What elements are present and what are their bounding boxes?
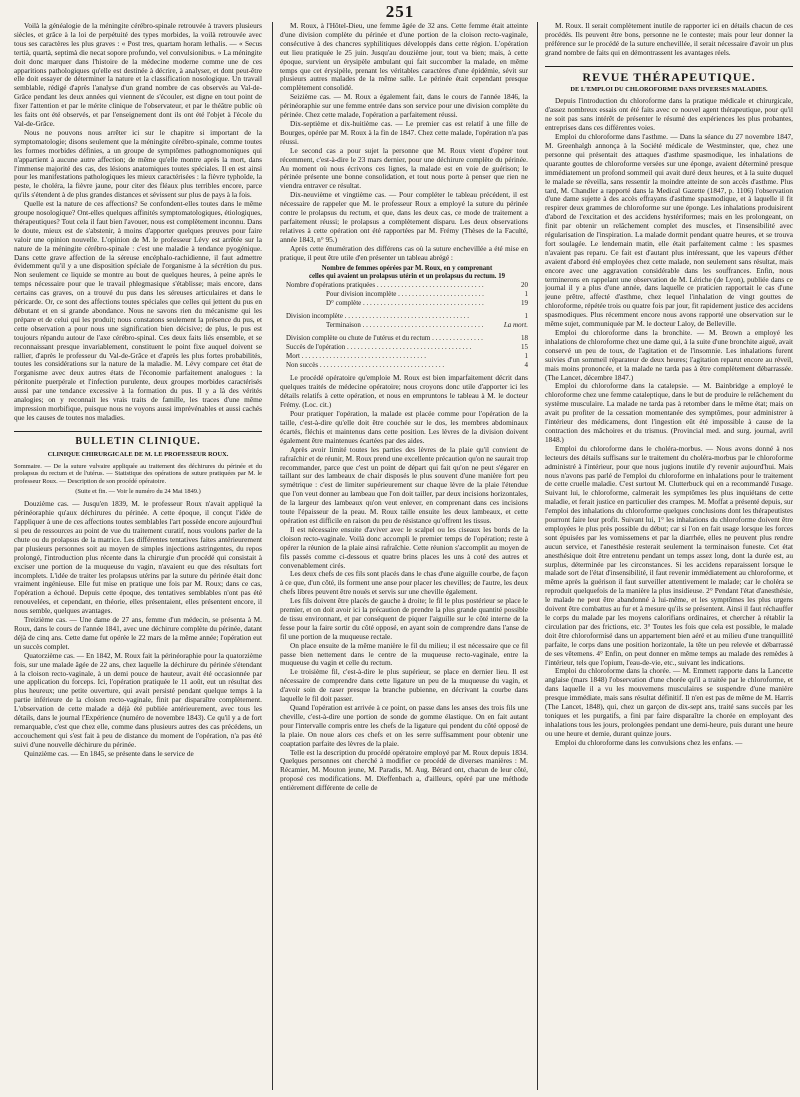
paragraph: Le second cas a pour sujet la personne que M. Roux vient d'opérer tout récemment, c'est-à-dire le 23 mars dernier, pour une déchirure complète du périnée. Au moment où nous écrivons ces lignes, la malade est en voie de guérison; le périnée présente une bonne consolidation, et tout nous porte à penser que rien ne viendra entraver ce résultat.	[280, 145, 528, 191]
table-row-value: 19	[521, 299, 528, 308]
table-row-value: 1	[524, 290, 528, 299]
paragraph: Emploi du chloroforme dans les convulsions chez les enfans. —	[555, 737, 743, 747]
paragraph: Telle est la description du procédé opératoire employé par M. Roux depuis 1834. Quelques personnes ont cherché à modifier ce procédé de diverses manières : M. Récamier, M. Mouton jeune, M. Paradis, M. Aug. Bérard ont, chacun de leur côté, proposé ces modifications. M. Dieffenbach a, d'ailleurs, opéré par une méthode entièrement différente de celle de	[280, 747, 528, 793]
table-row	[286, 299, 528, 308]
table-row-label: Pour division incomplète . . .	[286, 290, 485, 299]
table-row-value: 15	[521, 343, 528, 352]
paragraph: On place ensuite de la même manière le fil du milieu; il est nécessaire que ce fil passe bien nettement dans le centre de la muqueuse recto-vaginale, entre la muqueuse du vagin et celle du rectum.	[280, 640, 528, 668]
table-row-label: Nombre d'opérations pratiquées . . .	[286, 281, 485, 290]
table-row-label: Division complète ou chute de l'utérus et du rectum . . .	[286, 334, 485, 343]
table-row	[286, 343, 528, 352]
paragraph: Dix-septième et dix-huitième cas. — Le premier cas est relatif à une fille de Bourges, opérée par M. Roux à la fin de 1847. Chez cette malade, l'opération n'a pas réussi.	[280, 118, 528, 146]
bulletin-note: (Suite et fin. — Voir le numéro du 24 Mai 1849.)	[75, 488, 201, 496]
paragraph: Il est nécessaire ensuite d'aviver avec le scalpel ou les ciseaux les bords de la cloison recto-vaginale. Voilà donc accompli le premier temps de l'opération; reste à opérer la réunion de la plaie ainsi rafraîchie. Cette réunion s'accomplit au moyen de fils passés comme ci-dessous et quatre brins places les uns à coté des autres et convenablement cirés.	[280, 524, 528, 570]
paragraph: Après avoir limité toutes les parties des lèvres de la plaie qu'il convient de rafraîchir et de réunir, M. Roux prend une excellente précaution qu'on ne saurait trop recommander, parce que c'est un point de départ qui fait qu'on ne peut s'égarer en taillant sur des lambeaux de chair disposés le plus souvent d'une manière fort peu symétrique : c'est de limiter supérieurement sur chaque lèvre de la plaie l'étendue que l'on veut donner au lambeau que l'on doit tailler, par deux incisions horizontales, de la largeur des lambeaux qu'on veut enlever, en comprenant dans ces incisions toute l'épaisseur de la peau. M. Roux taille ensuite les deux lambeaux, et cette opération est difficile en raison du peu de résistance qu'offrent les tissus.	[280, 444, 528, 525]
table-row-label: Mort . . .	[286, 352, 485, 361]
table-row-value: 18	[521, 334, 528, 343]
bulletin-title: BULLETIN CLINIQUE.	[75, 435, 201, 447]
table-row	[286, 361, 528, 370]
table-row-label: Succès de l'opération . . .	[286, 343, 485, 352]
table-row	[286, 312, 528, 321]
table-row-label: Division incomplète . . .	[286, 312, 485, 321]
paragraph: Emploi du chloroforme dans l'asthme. — Dans la séance du 27 novembre 1847, M. Greenhalgh annonça à la Société médicale de Westminster, que, chez une personne qui présentait des attaques d'asthme spasmodique, les inhalations de quarante gouttes de chloroforme versées sur une éponge, avaient déterminé presque immédiatement un profond sommeil qui avait duré deux heures, et à la suite duquel le malade se réveilla, sans ressentir la moindre atteinte de son accès d'asthme. Plus tard, M. Chandler a rapporté dans la Medical Gazette (1847, p. 1106) l'observation d'une dame sujette à des accès effrayans d'asthme spasmodique, et à laquelle il fit respirer deux grammes de chloroforme sur une éponge. Les inhalations produisirent d'abord de l'excitation et des accidens hystériformes; mais en les prolongeant, on finit par obtenir un relâchement complet des muscles, et l'insensibilité avec régularisation de l'inspiration. La malade dormit pendant quatre heures, et se trouva fort soulagée. Le lendemain matin, elle était parfaitement calme : les spasmes n'avaient pas reparu. Ce fait est d'autant plus intéressant, que les vapeurs d'éther avaient d'abord été employées chez cette malade, non seulement sans résultat, mais encore avec une aggravation considérable dans les souffrances. Enfin, nous terminerons en rappelant une observation de M. Lériche (de Lyon), publiée dans ce journal il y a plus d'une année, dans laquelle ce praticien rapportait le cas d'une jeune prêtre, affecté d'asthme, chez lequel l'inhalation de vingt gouttes de chloroforme, répétée trois ou quatre fois par jour, fit rapidement justice des accidens spasmodiques. Plus récemment encore nous avons rapporté une observation sur le même sujet, communiquée par M. le docteur Laloy, de Belleville.	[545, 132, 793, 329]
paragraph: Dix-neuvième et vingtième cas. — Pour compléter le tableau précédent, il est nécessaire de rappeler que M. le professeur Roux a employé la suture du périnée contre le prolapsus du rectum, et que, dans les deux cas, ce mode de traitement a parfaitement réussi; le prolapsus a complètement disparu. Les deux observations relatives à cette opération ont été rapportées par M. Frémy (Thèses de la Faculté, année 1843, n° 95.)	[280, 190, 528, 244]
paragraph: Quinzième cas. — En 1845, se présente dans le service de	[24, 748, 194, 758]
bulletin-subtitle: CLINIQUE CHIRURGICALE DE M. LE PROFESSEUR ROUX.	[47, 450, 229, 458]
paragraph: Voilà la généalogie de la méningite cérébro-spinale retrouvée à travers plusieurs siècles, et grâce à la loi de perpétuité des types morbides, la voilà retrouvée avec tous ses caractères les plus graves : « Post tres, quartam horam lethalis. — « Secus tertià, quartà, septimà die necat sopore profundo, vel convulsionibus. » La méningite doit donc marquer dans l'histoire de la médecine moderne comme une de ces apparitions pathologiques qu'elle est destinée à décrire, à analyser, et dont peut-être elle doit essayer de déterminer la nature et la classification nosologique. Un travail semblable, rédigé d'après l'analyse d'un grand nombre de cas observés au Val-de-Grâce pendant les deux années qui viennent de s'écouler, est digne en tout point de fixer l'attention et par le mérite clinique de l'observateur, et par le théâtre public où les faits ont été observés, et par l'enseignement dont ils ont été l'objet à l'école du Val-de-Grâce.	[14, 22, 262, 128]
paragraph: Le procédé opératoire qu'emploie M. Roux est bien imparfaitement décrit dans quelques traités de médecine opératoire; nous croyons donc utile d'apporter ici les détails relatifs à cette opération, et nous en empruntons le tableau à M. le docteur Frémy. (Loc. cit.)	[280, 373, 528, 410]
paragraph: Emploi du chloroforme dans la catalepsie. — M. Bainbridge a employé le chloroforme chez une femme cataleptique, dans le but de produire le relâchement du système musculaire. La malade ne tarda pas à retomber dans le même état; mais on avait pu profiter de la cessation momentanée des symptômes, pour administrer à l'intérieur des médicamens, dont l'ingestion eût été impossible à cause de la contraction des mâchoires et du trismus. (Provincial med. and surg. journal, avril 1848.)	[545, 381, 793, 444]
table-row	[286, 290, 528, 299]
paragraph: M. Roux, à l'Hôtel-Dieu, une femme âgée de 32 ans. Cette femme était atteinte d'une division complète du périnée et d'une portion de la cloison recto-vaginale, consécutive à des chancres syphilitiques développés dans cette région. L'opération eut lieu pratiquée le 25 juin. Jusqu'au douzième jour, tout va bien; mais, à cette époque, survient un érysipèle ambulant qui fait succomber la malade, en même temps que cet érysipèle, prenant les véritables caractères d'une épidémie, sévit sur plusieurs autres malades de la même salle. Le périnée était cependant presque complètement consolidé.	[280, 22, 528, 93]
revue-subtitle: DE L'EMPLOI DU CHLOROFORME DANS DIVERSES MALADIES.	[570, 85, 768, 93]
paragraph: Le troisième fil, c'est-à-dire le plus supérieur, se place en dernier lieu. Il est nécessaire de comprendre dans cette ligature un peu de la muqueuse du vagin, et d'avoir soin de raser presque la branche pubienne, en décrivant la courbe dans laquelle le fil doit passer.	[280, 667, 528, 704]
paragraph: Après cette énumération des différens cas où la suture enchevillée a été mise en pratique, il peut être utile d'en présenter un tableau abrégé :	[280, 243, 528, 262]
table-row-value: 1	[524, 312, 528, 321]
bulletin-summary: Sommaire. — De la suture vulvaire appliquée au traitement des déchirures du périnée et du prolapsus du rectum et de l'utérus. — Statistique des opérations de suture pratiquées par M. le professeur Roux. — Description de son procédé opératoire.	[14, 462, 262, 485]
table-caption: celles qui avaient un prolapsus utérin et un prolapsus du rectum. 19	[308, 273, 505, 281]
paragraph: Quand l'opération est arrivée à ce point, on passe dans les anses des trois fils une cheville, c'est-à-dire une portion de sonde de gomme élastique. On en fait autant pour l'intervalle compris entre les chefs de la ligature qui pendent du côté opposé de la plaie. On noue alors ces chefs et on les serre suffisamment pour obtenir une coaptation parfaite des lèvres de la plaie.	[280, 703, 528, 748]
table-row-label: D° complète . . .	[286, 299, 485, 308]
paragraph: Quatorzième cas. — En 1842, M. Roux fait la périnéoraphie pour la quatorzième fois, sur une malade âgée de 22 ans, chez laquelle la déchirure du périnée s'étendant à la cloison recto-vaginale, à un demi pouce de hauteur, avait été occasionnée par une application du forceps. Ici, l'opération pratiquée le 11 août, eut un résultat des plus heureux; une petite ouverture, qui avait persisté pendant quelque temps à la partie inférieure de la cloison recto-vaginale, finit par disparaître complètement. L'observation de cette malade a déjà été publiée antérieurement, avec tous les détails, dans le journal l'Expérience (numéro de novembre 1843). Ce qu'il y a de fort remarquable, c'est que chez elle, comme dans plusieurs autres des cas précédens, un accouchement qui s'est fait à peu de distance du moment de l'opération, n'a pas été suivi d'une nouvelle déchirure du périnée.	[14, 650, 262, 749]
paragraph: Depuis l'introduction du chloroforme dans la pratique médicale et chirurgicale, d'assez nombreux essais ont été faits avec ce nouvel agent thérapeutique, pour qu'il ne soit pas sans intérêt de présenter le résumé des expériences les plus probantes, entreprises dans ces différentes voies.	[545, 96, 793, 133]
table-row-label: Terminaison . . .	[286, 321, 485, 330]
paragraph: Douzième cas. — Jusqu'en 1839, M. le professeur Roux n'avait appliqué la périnéoraphie qu'aux déchirures du périnée. A cette époque, il conçut l'idée de l'appliquer à une de ces affections toutes semblables l'art possède encore aujourd'hui si peu de ressources au point de vue du traitement curatif, nous voulons parler de la chute ou du prolapsus de la matrice. Les différentes tentatives faites antérieurement par plusieurs personnes soit au moyen de simples injections astringentes, du repos prolongé, l'introduction plus récente dans la chirurgie d'un procédé qui consistait à exciser une portion de la muqueuse du vagin, n'avaient eu que des résultats fort incomplets. L'idée de traiter les prolapsus utérins par la suture du périnée était donc vraiment ingénieuse. Elle fut mise en pratique une fois par M. Roux; dans ce cas, l'opération a échoué. Depuis cette époque, des tentatives semblables n'ont pas été renouvelées, et cependant, en théorie, elles présentaient, elles présentent encore, il nous semble, quelques avantages.	[14, 499, 262, 616]
summary-table	[286, 265, 528, 370]
table-row-value: La mort.	[503, 321, 528, 330]
table-row	[286, 321, 528, 330]
column-2	[280, 22, 528, 1092]
table-row-value: 1	[524, 352, 528, 361]
table-caption: Nombre de femmes opérées par M. Roux, en y comprenant	[321, 265, 493, 273]
paragraph: M. Roux. Il serait complètement inutile de rapporter ici en détails chacun de ces procédés. Ils peuvent être bons, personne ne le conteste; mais pour leur donner la préférence sur le procédé de la suture enchevillée, il serait nécessaire d'avoir un plus grand nombre de faits qui en démontrassent les avantages réels.	[545, 22, 793, 57]
paragraph: Quelle est la nature de ces affections? Se confondent-elles toutes dans le même groupe nosologique? Ont-elles quelques affinités symptomatologiques, étiologiques, thérapeutiques? Tout cela il faut bien l'avouer, nous est complètement inconnu. Dans le doute, mieux est de s'abstenir, à moins d'apporter quelques preuves pour faire valoir une opinion nouvelle. L'opinion de M. le professeur Lévy est arrêtée sur la nature de la méningite cérébro-spinale : c'est une maladie à tendance pyogénique. Dans cette grave affection de la séreuse encéphalo-rachidienne, il faut admettre évidemment qu'il y a une disposition spéciale de l'organisme à la sécrétion du pus. Non seulement ce liquide se montre au bout de quelques heures, à peine après le temps nécessaire pour que le travail phlegmasique s'établisse; mais encore, dans certains cas graves, on a trouvé du pus dans les séreuses articulaires et dans le péricarde. Or, ce sont des affections toutes spéciales que celles qui jettent du pus en débutant et en si grande abondance. Nous ne savons rien du mécanisme qui les prépare et de celui qui les produit; nous constatons seulement la présence du pus, et cette observation a pour nous une signification bien décisive; de plus, le pus est toujours répandu autour de l'axe cérébro-spinal. Ces deux faits liés ensemble, et se reconnaissant presque invariablement, constituent le point fixe auquel doivent se rallier, d'après le professeur du Val-de-Grâce et d'après les plus fortes probabilités, toutes les considérations sur la nature de la maladie. M. Lévy compare cet état de l'organisme avec deux autres états de l'économie parfaitement analogues : la péritonite puerpérale et l'infection purulente, deux groupes morbides caractérisés aussi par une tendance excessive à la formation du pus. Il y a là des vérités analogies; on y reconnait les vrais traits de famille, les traces d'une même impression morbifique, puisque nous ne voyons aussi imprévénables et aussi cachés que les causes de toutes nos maladies.	[14, 199, 262, 422]
table-row	[286, 352, 528, 361]
column-divider	[537, 22, 538, 1090]
table-row	[286, 334, 528, 343]
table-row-label: Non succès . . .	[286, 361, 485, 370]
column-divider	[272, 22, 273, 1090]
section-divider	[545, 66, 793, 67]
page-number: 251	[385, 2, 415, 21]
table-row-value: 20	[521, 281, 528, 290]
paragraph: Nous ne pouvons nous arrêter ici sur le chapitre si important de la symptomatologie; disons seulement que la méningite cérébro-spinale, comme toutes les formes morbides définies, a un groupe de symptômes pathognomoniques qui n'appartient à aucune autre affection; de même qu'elle montre après la mort, dans l'immense majorité des cas, des lésions anatomiques toutes spéciales. Il en est ainsi pour les manifestations pathologiques les mieux caractérisées : la fièvre typhoïde, la peste, le choléra, la fièvre jaune, pour citer des fléaux plus terribles encore, parce qu'ils s'étendent à de plus grandes distances et sévissent sur plus de pays à la fois.	[14, 127, 262, 200]
paragraph: Les deux chefs de ces fils sont placés dans le chas d'une aiguille courbe, de façon à ce que, d'un côté, ils forment une anse pour placer les chevilles; de l'autre, les deux chefs libres peuvent être noués et servis sur une cheville également.	[280, 569, 528, 597]
section-divider	[14, 431, 262, 432]
paragraph: Les fils doivent être placés de gauche à droite; le fil le plus postérieur se place le premier, et on doit avoir ici la précaution de prendre la plus grande quantité possible de tissu environnant, et par conséquent de piquer l'aiguille sur le côté interne de la fesse pour la faire sortir du côté opposé, en ayant soin de comprendre dans l'anse de fil une portion de la muqueuse rectale.	[280, 596, 528, 641]
table-row	[286, 281, 528, 290]
paragraph: Seizième cas. — M. Roux a également fait, dans le cours de l'année 1846, la périnéoraphie sur une femme entrée dans son service pour une division complète du périnée. Chez cette malade, l'opération a parfaitement réussi.	[280, 92, 528, 120]
column-1	[14, 22, 262, 1092]
revue-title: REVUE THÉRAPEUTIQUE.	[582, 69, 756, 84]
paragraph: Emploi du chloroforme dans le choléra-morbus. — Nous avons donné à nos lecteurs des détails suffisans sur le traitement du choléra-morbus par le chloroforme administré à l'intérieur, pour que nous jugions inutile d'y revenir aujourd'hui. Mais nous n'avons pas parlé de l'emploi du chloroforme en inhalations pour le traitement de cette cruelle maladie. C'est surtout M. Clutterbuck qui en a recommandé l'usage. Suivant lui, le chloroforme, calmerait les symptômes les plus inquiétans de cette maladie, et ferait justice en particulier des crampes. M. Moffat a présenté depuis, sur l'emploi des inhalations du chloroforme quelques conclusions dont les thérapeutistes pourront faire leur profit. Suivant lui, 1° les inhalations du chloroforme doivent être employées le plus près possible du début; car si l'on en fait usage lorsque les forces sont épuisées par les vomissemens et par la diarrhée, elles ne peuvent plus rendre aucun service, et l'anesthésie resterait seulement la terminaison funeste. Cet état anesthésique doit être entretenu pendant un temps assez long, dont la durée est, au surplus, déterminée par les circonstances. Si les accidens reparaissent lorsque le malade sort de l'état d'insensibilité, il faut revenir immédiatement au chloroforme, et même après la guérison il faut surveiller attentivement le malade; car le choléra se reproduit quelquefois de la manière la plus insidieuse. 2° Pendant l'état d'anesthésie, le malade ne peut être abandonné à lui-même, et les symptômes les plus urgens doivent être combattus au fur et à mesure qu'ils se présentent. Ainsi il faut réchauffer le corps du malade par les moyens calorifians ordinaires, et chercher à rétablir la circulation par des frictions, etc. 3° Toutes les fois que cela est possible, le malade doit être chloroformisé dans un appartement bien aéré et au milieu d'une tranquillité parfaite, le corps dans une position horizontale, la tête un peu relevée et débarrassé de ses vêtemens. 4° Enfin, on peut donner en même temps au malade des remèdes à l'intérieur, tels que l'opium, l'eau-de-vie, etc., suivant les indications.	[545, 443, 793, 667]
paragraph: Emploi du chloroforme dans la chorée. — M. Emmett rapporte dans la Lancette anglaise (mars 1848) l'observation d'une chorée qu'il a traitée par le chloroforme, et dans laquelle il a vu les mouvemens musculaires se suspendre d'une manière presque immédiate, mais sans résultat définitif. Il n'en est pas de même de M. Harris (The Lancet, 1848), qui, chez un garçon de dix-sept ans, traité sans succès par les toniques et les purgatifs, a fini par faire disparaître la chorée en employant des inhalations tous les jours, prolongées pendant une demi-heure, puis durant une heure ou une heure et demie, durant quinze jours.	[545, 666, 793, 738]
table-row-value: 4	[524, 361, 528, 370]
paragraph: Emploi du chloroforme dans la bronchite. — M. Brown a employé les inhalations de chloroforme chez une dame qui, à la suite d'une bronchite aiguë, avait conservé un peu de toux, de l'agitation et de l'insomnie. Les inhalations furent suivies d'un sommeil réparateur de deux heures; l'agitation reparut encore au réveil, mais moins prononcée, et la malade ne tarda pas à être complètement débarrassée. (The Lancet, décembre 1847.)	[545, 328, 793, 382]
paragraph: Pour pratiquer l'opération, la malade est placée comme pour l'opération de la taille, c'est-à-dire qu'elle doit être couchée sur le dos, les membres abdominaux écartés, fléchis et maintenus dans cette position. Les lèvres de la division doivent également être maintenues écartées par des aides.	[280, 409, 528, 445]
column-3	[545, 22, 793, 1092]
paragraph: Treizième cas. — Une dame de 27 ans, femme d'un médecin, se présenta à M. Roux, dans le cours de l'année 1841, avec une déchirure complète du périnée, datant déjà de cinq ans. Cette dame fut opérée le 22 mars de la même année; l'opération eut un succès complet.	[14, 615, 262, 651]
